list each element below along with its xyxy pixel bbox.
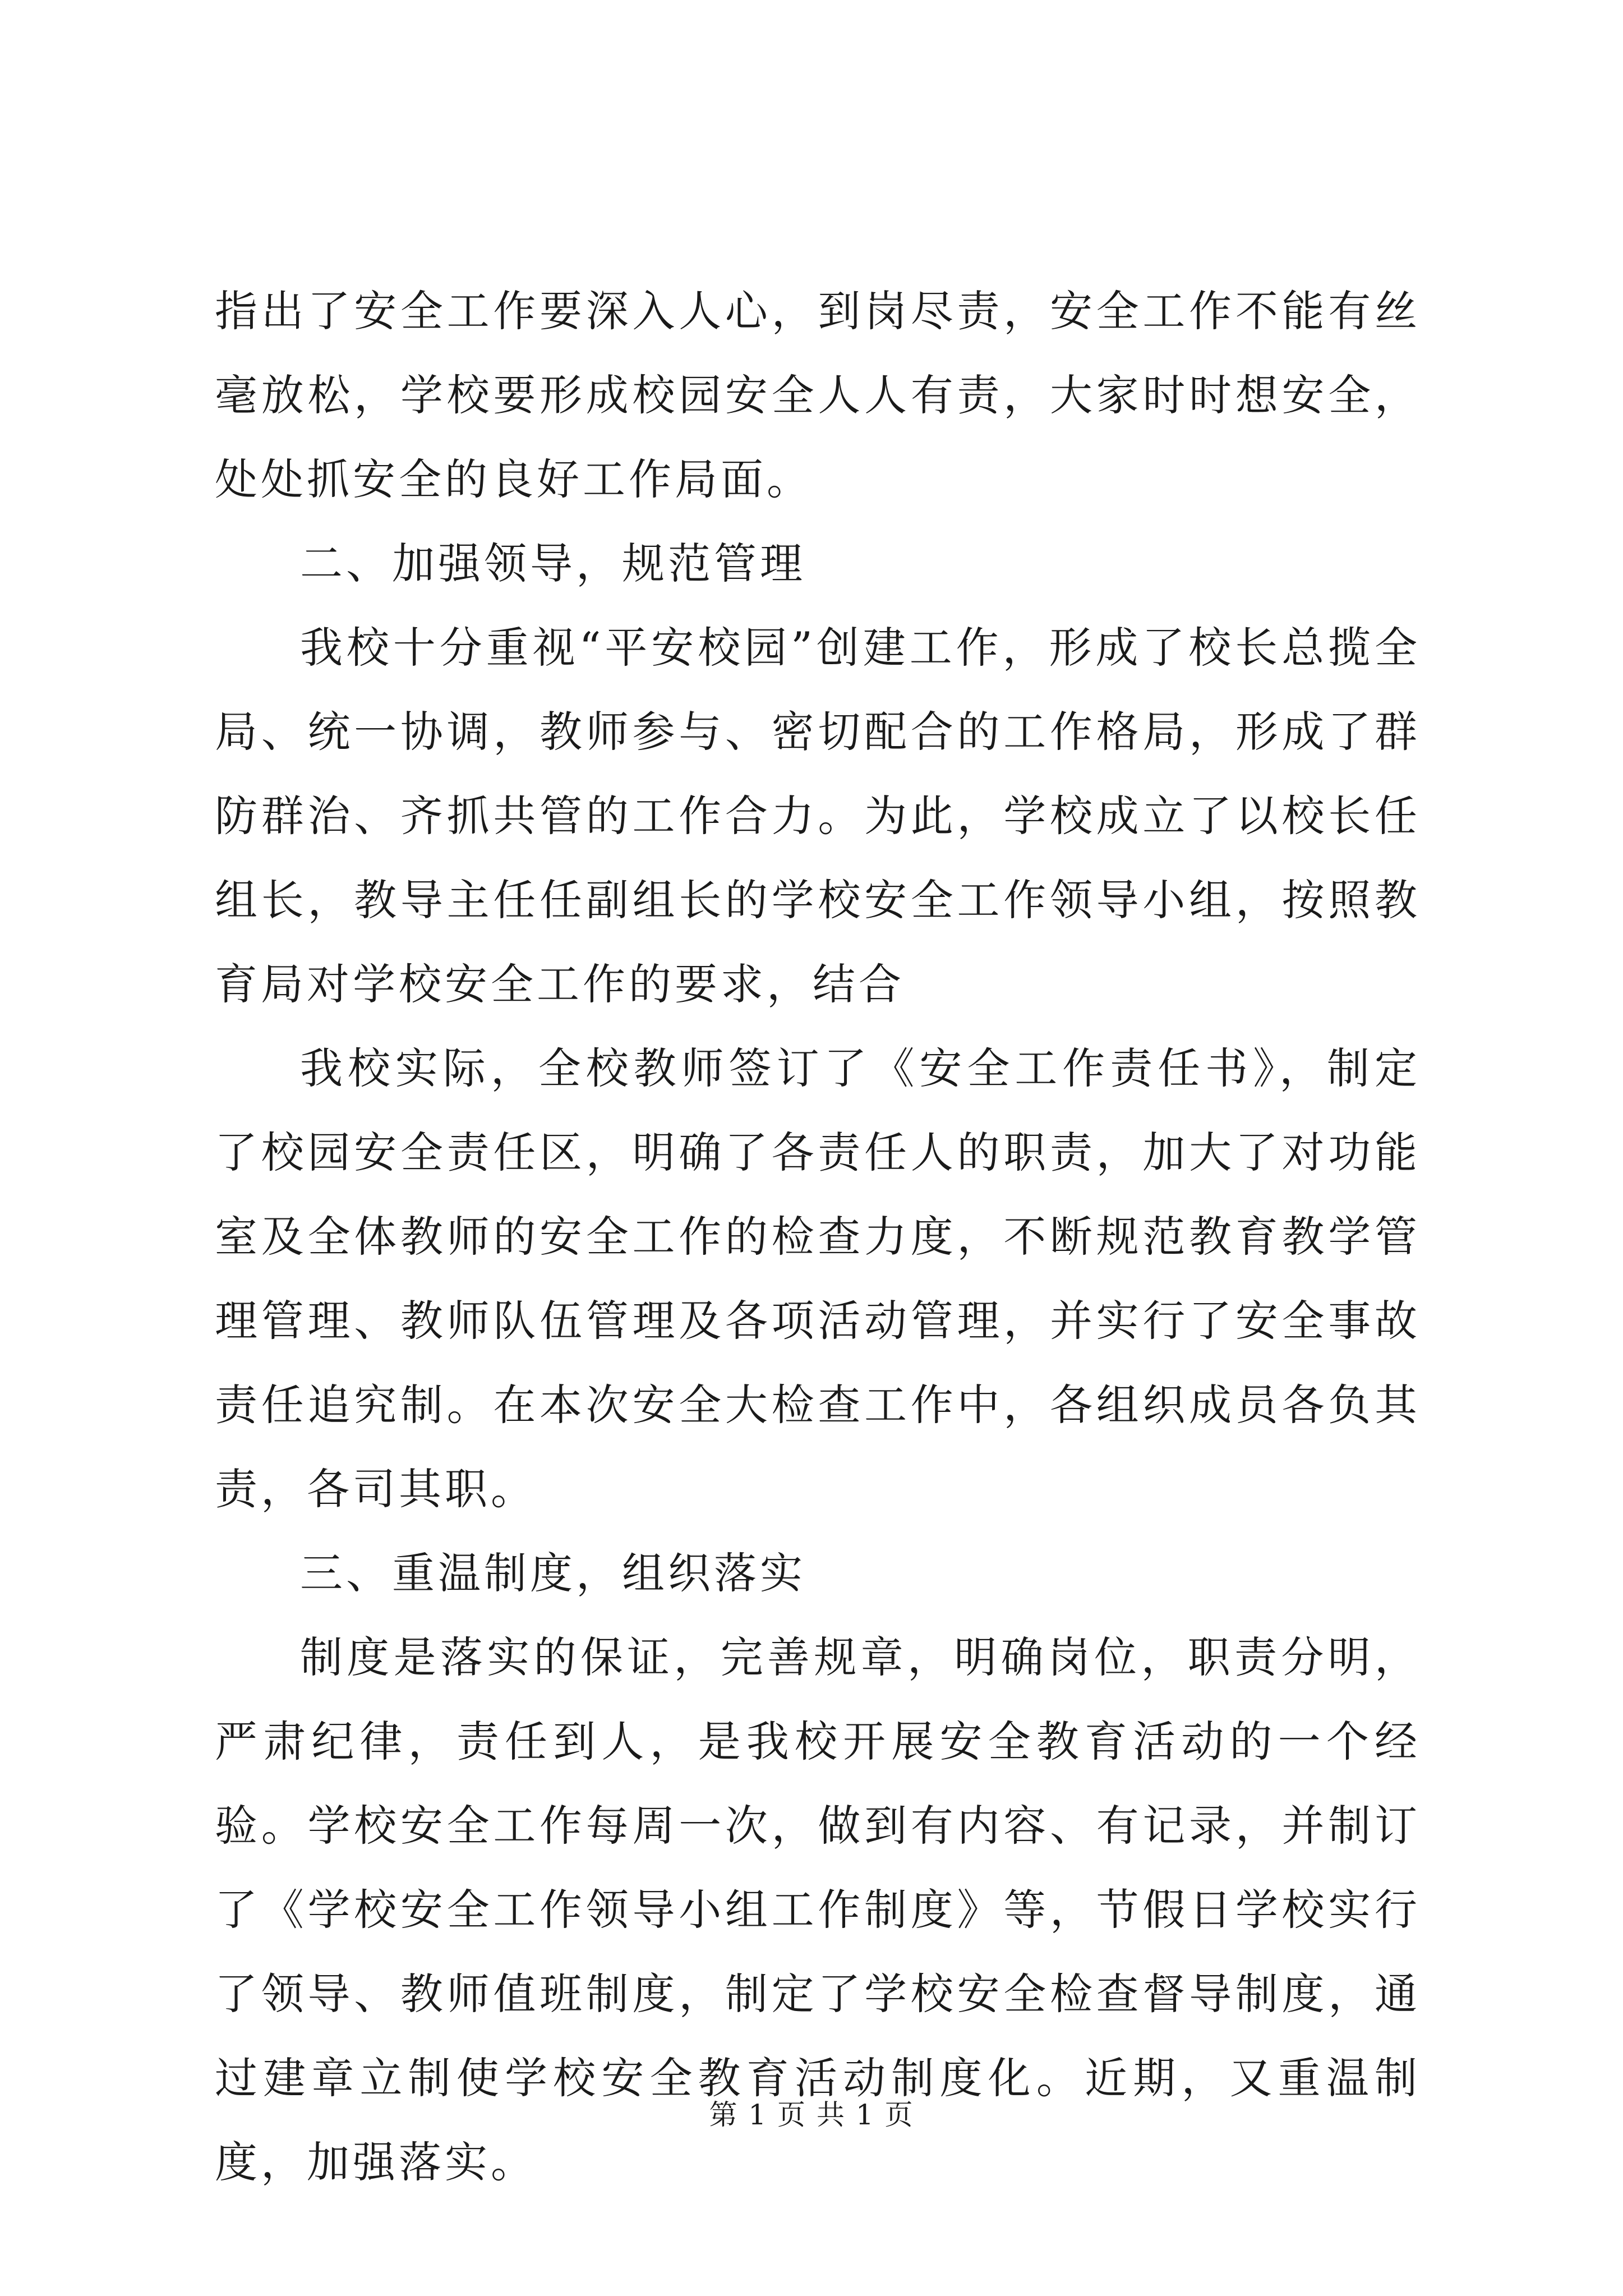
paragraph-responsibility: 我校实际，全校教师签订了《安全工作责任书》，制定了校园安全责任区，明确了各责任人的职责，加大了对功能室及全体教师的安全工作的检查力度，不断规范教育教学管理管理、教师队伍管理及各项活动管理，并实行了安全事故责任追究制。在本次安全大检查工作中，各组织成员各负其责，各司其职。 xyxy=(215,1043,1421,1514)
section-heading-2: 二、加强领导，规范管理 xyxy=(300,539,806,588)
document-body xyxy=(215,269,1421,2205)
paragraph-leadership: 我校十分重视“平安校园”创建工作，形成了校长总揽全局、统一协调，教师参与、密切配合的工作格局，形成了群防群治、齐抓共管的工作合力。为此，学校成立了以校长任组长，教导主任任副组长的学校安全工作领导小组，按照教育局对学校安全工作的要求，结合 xyxy=(215,623,1421,1009)
paragraph-system: 制度是落实的保证，完善规章，明确岗位，职责分明，严肃纪律，责任到人，是我校开展安全教育活动的一个经验。学校安全工作每周一次，做到有内容、有记录，并制订了《学校安全工作领导小组工作制度》等，节假日学校实行了领导、教师值班制度，制定了学校安全检查督导制度，通过建章立制使学校安全教育活动制度化。近期，又重温制度，加强落实。 xyxy=(215,1632,1421,2187)
paragraph-intro: 指出了安全工作要深入人心，到岗尽责，安全工作不能有丝毫放松，学校要形成校园安全人人有责，大家时时想安全，处处抓安全的良好工作局面。 xyxy=(215,286,1421,504)
page-number-footer: 第 1 页 共 1 页 xyxy=(709,2099,914,2131)
section-heading-3: 三、重温制度，组织落实 xyxy=(300,1548,806,1598)
